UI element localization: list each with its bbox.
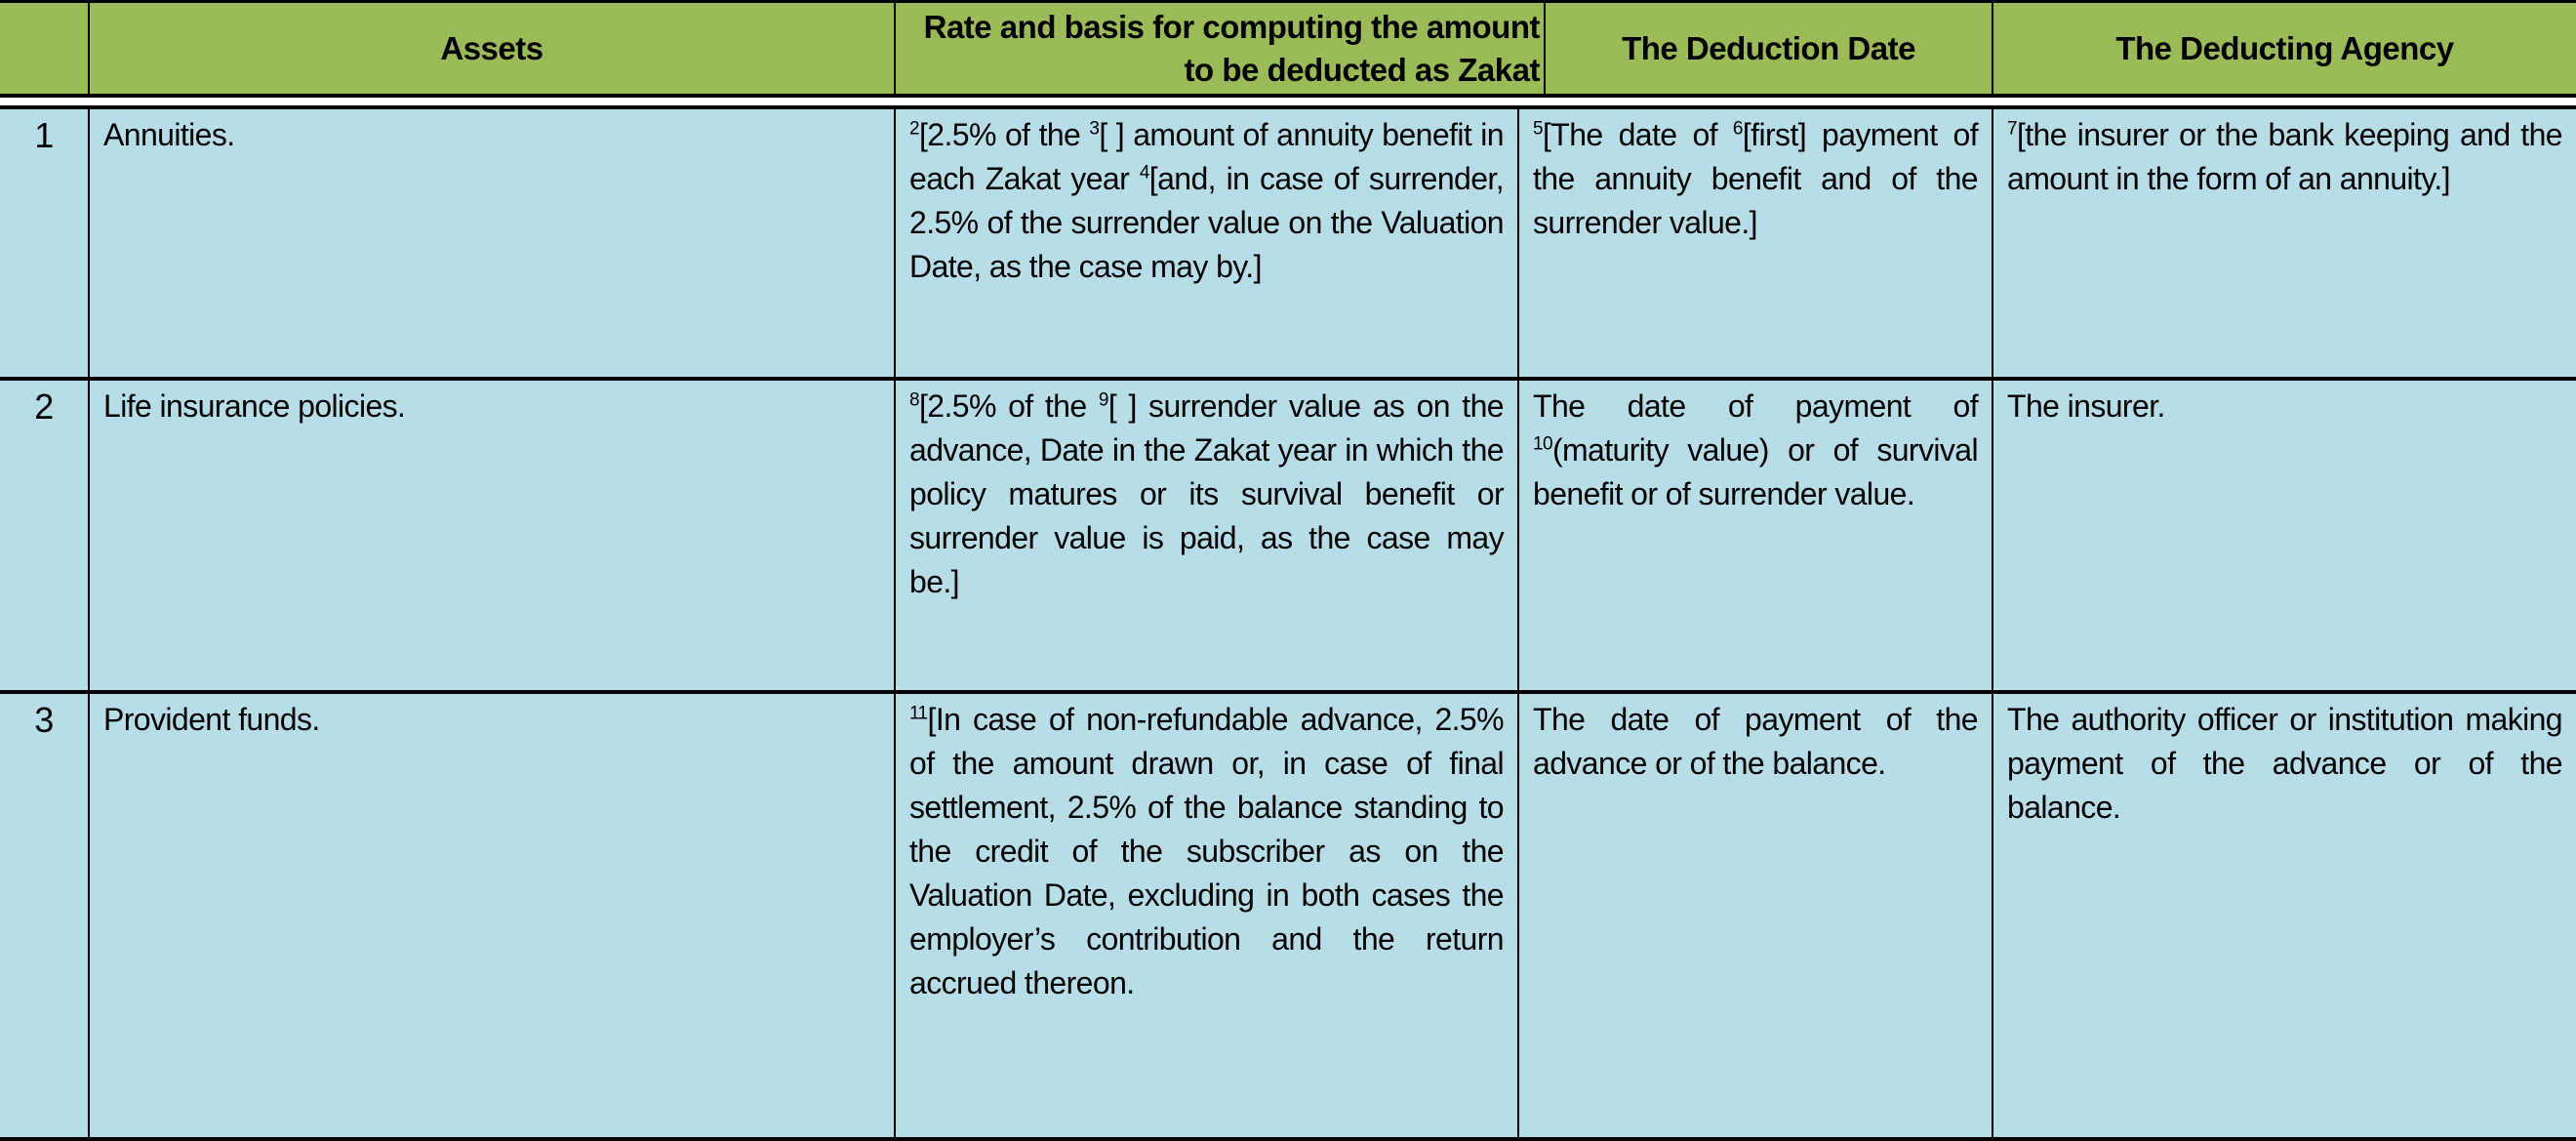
- cell-text: [The date of: [1542, 117, 1733, 152]
- asset-cell: Provident funds.: [90, 694, 896, 1137]
- footnote-marker: 2: [909, 118, 919, 140]
- cell-text: The date of payment of: [1533, 388, 1978, 424]
- header-deducting-agency: The Deducting Agency: [2115, 29, 2454, 66]
- table-header: [0, 0, 2576, 98]
- footnote-marker: 9: [1098, 389, 1108, 411]
- cell-text: [2.5% of the: [918, 388, 1099, 424]
- row-number: 3: [0, 694, 90, 1137]
- footnote-marker: 7: [2007, 118, 2017, 140]
- row-number: 2: [0, 381, 90, 690]
- date-cell: [1519, 381, 1993, 690]
- footnote-marker: 11: [909, 703, 928, 724]
- cell-text: The date of payment of the advance or of the balance.: [1533, 702, 1978, 781]
- cell-text: [ ] surrender value as on the advance, Date in the Zakat year in which the policy matures or its survival benefit or surrender value is paid, as the case may be.]: [909, 388, 1504, 599]
- footnote-marker: 3: [1089, 118, 1100, 140]
- cell-text: (maturity value) or of survival benefit or of surrender value.: [1533, 432, 1978, 511]
- header-separator: [0, 98, 2576, 105]
- rate-cell: [896, 694, 1519, 1137]
- cell-text: [ ] amount of annuity benefit in each Zakat year: [909, 117, 1504, 196]
- cell-text: [and, in case of surrender, 2.5% of the surrender value on the Valuation Date, as the case may by.]: [909, 161, 1504, 284]
- rate-cell: [896, 109, 1519, 377]
- cell-text: [In case of non-refundable advance, 2.5% of the amount drawn or, in case of final settlement, 2.5% of the balance standing to the credit of the subscriber as on the Valuation Date, excluding in both cases the employer’s contribution and the return accrued thereon.: [909, 702, 1504, 1000]
- asset-cell: Life insurance policies.: [90, 381, 896, 690]
- footnote-marker: 4: [1139, 162, 1149, 183]
- cell-text: [the insurer or the bank keeping and the amount in the form of an annuity.]: [2007, 117, 2562, 196]
- cell-text: [first] payment of the annuity benefit and of the surrender value.]: [1533, 117, 1979, 240]
- row-number: 1: [0, 109, 90, 377]
- header-number: [0, 3, 90, 94]
- cell-text: The insurer.: [2007, 388, 2165, 424]
- agency-cell: [1993, 694, 2576, 1137]
- table-row: [0, 109, 2576, 381]
- date-cell: [1519, 694, 1993, 1137]
- header-rate: Rate and basis for computing the amount to be deducted as Zakat: [896, 3, 1546, 94]
- footnote-marker: 8: [909, 389, 919, 411]
- footnote-marker: 6: [1732, 118, 1743, 140]
- header-assets: Assets: [90, 3, 896, 94]
- table-row: [0, 694, 2576, 1141]
- agency-cell: [1993, 381, 2576, 690]
- footnote-marker: 10: [1533, 433, 1552, 455]
- cell-text: [2.5% of the: [918, 117, 1090, 152]
- header-deduction-date: The Deduction Date: [1546, 3, 1993, 94]
- cell-text: The authority officer or institution making payment of the advance or of the balance.: [2007, 702, 2562, 825]
- table-row: [0, 381, 2576, 694]
- table-body: [0, 105, 2576, 1141]
- agency-cell: [1993, 109, 2576, 377]
- rate-cell: [896, 381, 1519, 690]
- date-cell: [1519, 109, 1993, 377]
- footnote-marker: 5: [1533, 118, 1543, 140]
- asset-cell: Annuities.: [90, 109, 896, 377]
